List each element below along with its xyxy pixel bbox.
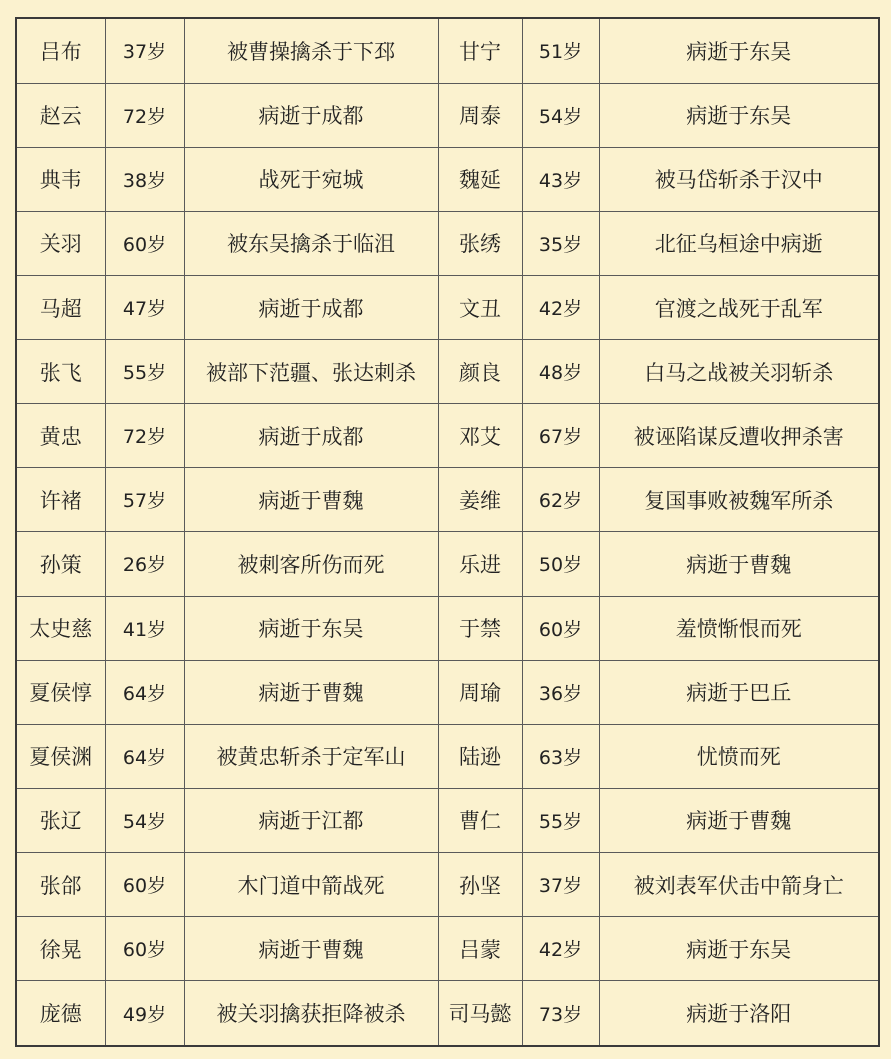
table-row: [16, 468, 879, 532]
age-cell: 60岁: [105, 852, 184, 916]
table-row: [16, 211, 879, 275]
name-cell: 张郃: [16, 852, 105, 916]
age-cell: 57岁: [105, 468, 184, 532]
table-row: [16, 852, 879, 916]
age-cell: 62岁: [522, 468, 599, 532]
age-cell: 37岁: [522, 852, 599, 916]
name-cell: 孙策: [16, 532, 105, 596]
age-cell: 67岁: [522, 404, 599, 468]
name-cell: 乐进: [438, 532, 522, 596]
age-cell: 64岁: [105, 660, 184, 724]
table-row: [16, 275, 879, 339]
name-cell: 于禁: [438, 596, 522, 660]
name-cell: 许褚: [16, 468, 105, 532]
fate-cell: 病逝于曹魏: [599, 532, 879, 596]
age-cell: 36岁: [522, 660, 599, 724]
table-row: [16, 981, 879, 1046]
age-cell: 55岁: [105, 340, 184, 404]
name-cell: 姜维: [438, 468, 522, 532]
fate-cell: 病逝于东吴: [599, 917, 879, 981]
fate-cell: 病逝于曹魏: [599, 788, 879, 852]
name-cell: 夏侯惇: [16, 660, 105, 724]
name-cell: 黄忠: [16, 404, 105, 468]
table-row: [16, 340, 879, 404]
table-row: [16, 788, 879, 852]
age-cell: 42岁: [522, 275, 599, 339]
name-cell: 魏延: [438, 147, 522, 211]
fate-cell: 病逝于曹魏: [184, 660, 438, 724]
table-row: [16, 532, 879, 596]
name-cell: 周瑜: [438, 660, 522, 724]
name-cell: 文丑: [438, 275, 522, 339]
fate-cell: 北征乌桓途中病逝: [599, 211, 879, 275]
name-cell: 颜良: [438, 340, 522, 404]
age-cell: 41岁: [105, 596, 184, 660]
name-cell: 张绣: [438, 211, 522, 275]
age-cell: 37岁: [105, 18, 184, 83]
fate-cell: 病逝于成都: [184, 83, 438, 147]
fate-cell: 被部下范疆、张达刺杀: [184, 340, 438, 404]
name-cell: 赵云: [16, 83, 105, 147]
name-cell: 甘宁: [438, 18, 522, 83]
name-cell: 孙坚: [438, 852, 522, 916]
fate-cell: 病逝于成都: [184, 275, 438, 339]
fate-cell: 被关羽擒获拒降被杀: [184, 981, 438, 1046]
table-row: [16, 596, 879, 660]
name-cell: 张辽: [16, 788, 105, 852]
name-cell: 马超: [16, 275, 105, 339]
age-cell: 60岁: [105, 211, 184, 275]
age-cell: 43岁: [522, 147, 599, 211]
table-row: [16, 404, 879, 468]
fate-cell: 复国事败被魏军所杀: [599, 468, 879, 532]
fate-cell: 病逝于洛阳: [599, 981, 879, 1046]
age-cell: 72岁: [105, 83, 184, 147]
age-cell: 73岁: [522, 981, 599, 1046]
fate-cell: 被诬陷谋反遭收押杀害: [599, 404, 879, 468]
fate-cell: 战死于宛城: [184, 147, 438, 211]
name-cell: 徐晃: [16, 917, 105, 981]
fate-cell: 官渡之战死于乱军: [599, 275, 879, 339]
name-cell: 庞德: [16, 981, 105, 1046]
age-cell: 42岁: [522, 917, 599, 981]
name-cell: 太史慈: [16, 596, 105, 660]
fate-cell: 被刘表军伏击中箭身亡: [599, 852, 879, 916]
age-cell: 48岁: [522, 340, 599, 404]
name-cell: 典韦: [16, 147, 105, 211]
age-cell: 60岁: [522, 596, 599, 660]
name-cell: 夏侯渊: [16, 724, 105, 788]
fate-cell: 病逝于江都: [184, 788, 438, 852]
table-row: [16, 147, 879, 211]
name-cell: 关羽: [16, 211, 105, 275]
fate-cell: 病逝于成都: [184, 404, 438, 468]
age-cell: 55岁: [522, 788, 599, 852]
name-cell: 司马懿: [438, 981, 522, 1046]
fate-cell: 被曹操擒杀于下邳: [184, 18, 438, 83]
fate-cell: 木门道中箭战死: [184, 852, 438, 916]
fate-cell: 被黄忠斩杀于定军山: [184, 724, 438, 788]
age-cell: 64岁: [105, 724, 184, 788]
name-cell: 张飞: [16, 340, 105, 404]
age-cell: 72岁: [105, 404, 184, 468]
table-row: [16, 660, 879, 724]
table-row: [16, 724, 879, 788]
fate-cell: 白马之战被关羽斩杀: [599, 340, 879, 404]
age-cell: 38岁: [105, 147, 184, 211]
name-cell: 邓艾: [438, 404, 522, 468]
age-cell: 26岁: [105, 532, 184, 596]
name-cell: 陆逊: [438, 724, 522, 788]
fate-cell: 病逝于巴丘: [599, 660, 879, 724]
name-cell: 周泰: [438, 83, 522, 147]
fate-cell: 病逝于东吴: [184, 596, 438, 660]
age-cell: 54岁: [105, 788, 184, 852]
fate-cell: 被马岱斩杀于汉中: [599, 147, 879, 211]
table-row: [16, 18, 879, 83]
fate-cell: 被刺客所伤而死: [184, 532, 438, 596]
table-row: [16, 917, 879, 981]
fate-cell: 忧愤而死: [599, 724, 879, 788]
age-cell: 60岁: [105, 917, 184, 981]
name-cell: 曹仁: [438, 788, 522, 852]
fate-cell: 羞愤惭恨而死: [599, 596, 879, 660]
age-cell: 63岁: [522, 724, 599, 788]
table-row: [16, 83, 879, 147]
age-cell: 47岁: [105, 275, 184, 339]
age-cell: 54岁: [522, 83, 599, 147]
age-cell: 49岁: [105, 981, 184, 1046]
fate-cell: 病逝于曹魏: [184, 468, 438, 532]
generals-lifespan-table: [15, 17, 880, 1047]
fate-cell: 被东吴擒杀于临沮: [184, 211, 438, 275]
age-cell: 35岁: [522, 211, 599, 275]
fate-cell: 病逝于东吴: [599, 18, 879, 83]
fate-cell: 病逝于东吴: [599, 83, 879, 147]
fate-cell: 病逝于曹魏: [184, 917, 438, 981]
age-cell: 50岁: [522, 532, 599, 596]
table-body: [16, 18, 879, 1046]
name-cell: 吕蒙: [438, 917, 522, 981]
name-cell: 吕布: [16, 18, 105, 83]
age-cell: 51岁: [522, 18, 599, 83]
